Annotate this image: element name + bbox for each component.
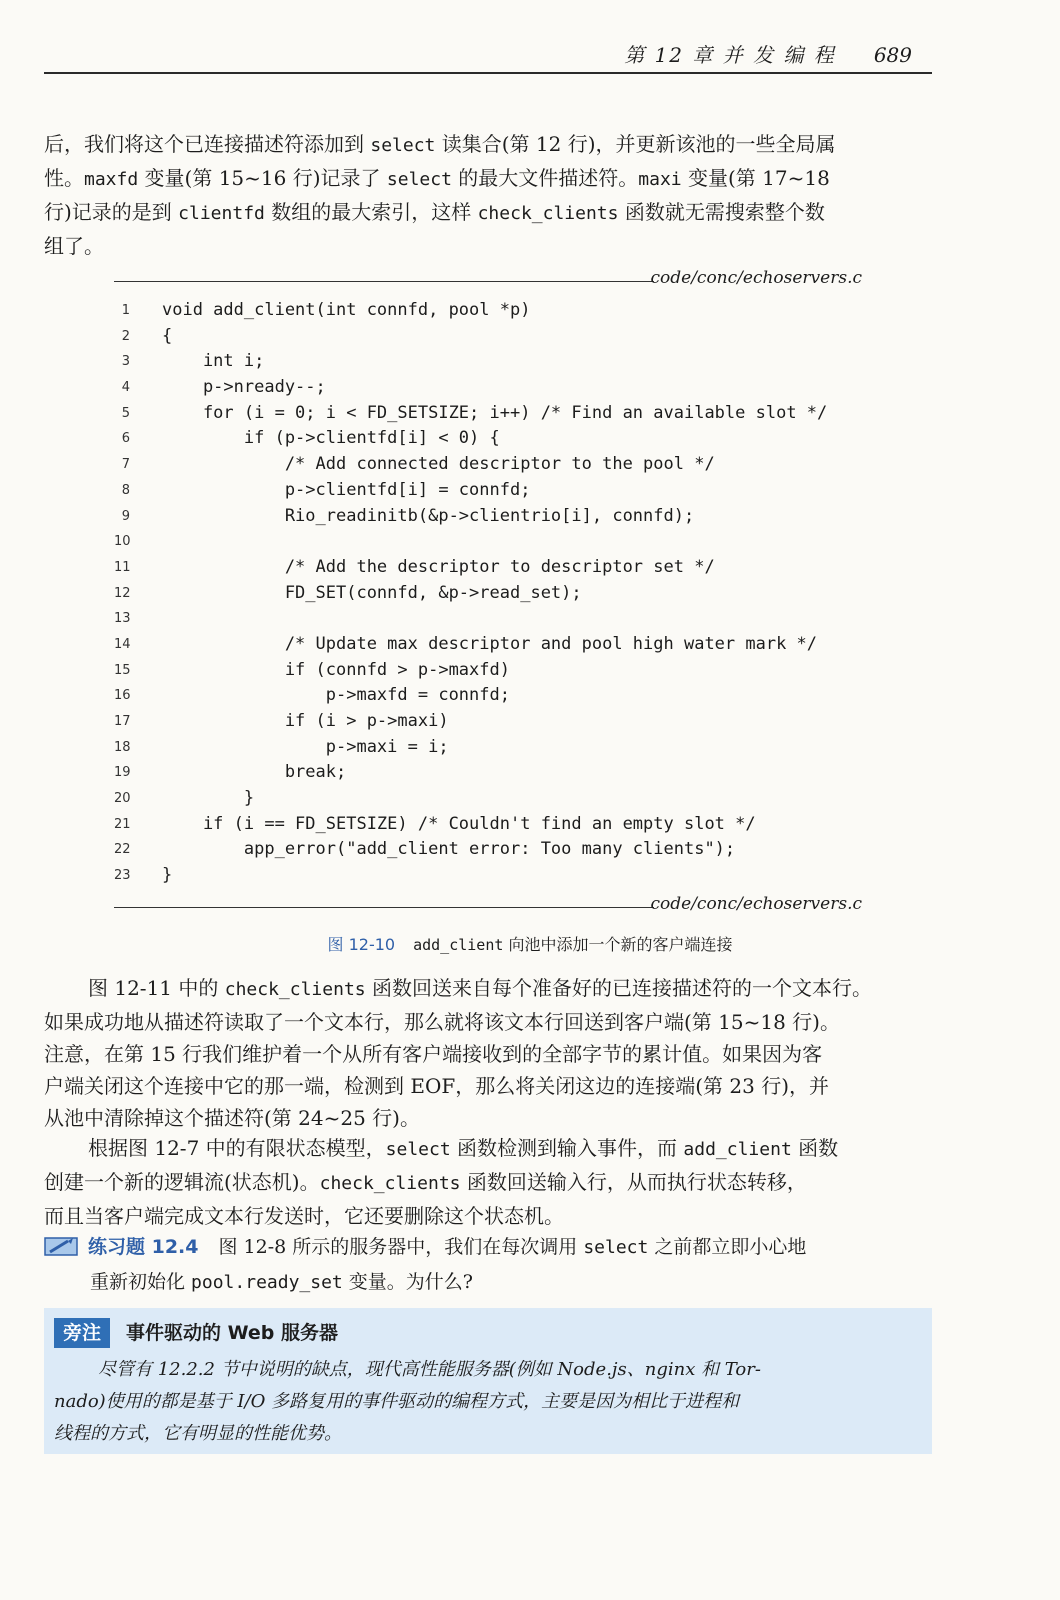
text: 函数回送输入行，从而执行状态转移，	[460, 1170, 807, 1194]
code-text: p->clientfd[i] = connfd;	[162, 479, 531, 500]
code-line	[114, 786, 862, 812]
line-number: 23	[114, 868, 131, 884]
code-text: Rio_readinitb(&p->clientrio[i], connfd);	[162, 505, 695, 526]
code-term: select	[386, 169, 452, 190]
line-number: 17	[114, 714, 131, 729]
aside-box	[44, 1308, 932, 1454]
code-source-label: code/conc/echoservers.c	[650, 894, 862, 914]
code-line	[114, 837, 862, 863]
text: 函数检测到输入事件，而	[450, 1136, 684, 1160]
text: 变量(第 15~16 行)记录了	[138, 166, 387, 190]
code-line	[114, 760, 862, 786]
code-line	[114, 863, 862, 889]
exercise-12-4	[44, 1230, 932, 1300]
code-text: for (i = 0; i < FD_SETSIZE; i++) /* Find an available slot */	[162, 402, 828, 423]
code-line	[114, 709, 862, 735]
code-text: }	[162, 865, 173, 886]
rule-line	[114, 281, 654, 282]
running-header	[44, 42, 932, 74]
line-number: 16	[114, 688, 131, 704]
code-text: /* Add the descriptor to descriptor set */	[162, 556, 715, 577]
aside-line-3: 线程的方式，它有明显的性能优势。	[54, 1423, 342, 1444]
code-term: maxi	[638, 169, 682, 190]
text: 后，我们将这个已连接描述符添加到	[44, 132, 371, 156]
paragraph-state-model	[44, 1132, 932, 1232]
code-text: p->maxfd = connfd;	[162, 685, 510, 706]
text: 图 12-8 所示的服务器中，我们在每次调用	[218, 1236, 584, 1258]
code-listing	[114, 268, 862, 914]
line-number: 14	[114, 636, 131, 652]
para3-line-2	[44, 1166, 932, 1200]
pencil-icon	[44, 1234, 80, 1256]
code-text: p->maxi = i;	[162, 736, 449, 757]
text: 行)记录的是到	[44, 200, 179, 224]
code-line	[114, 478, 862, 504]
aside-body	[54, 1354, 920, 1450]
line-number: 13	[114, 611, 131, 627]
code-line	[114, 683, 862, 709]
code-text: if (i > p->maxi)	[162, 711, 449, 731]
code-text: }	[162, 788, 255, 809]
code-text: if (connfd > p->maxfd)	[162, 659, 510, 680]
line-number: 19	[114, 765, 131, 781]
para2-line-3: 注意，在第 15 行我们维护着一个从所有客户端接收到的全部字节的累计值。如果因为客	[44, 1042, 823, 1066]
code-term: clientfd	[178, 203, 265, 224]
code-line	[114, 632, 862, 658]
aside-title: 事件驱动的 Web 服务器	[126, 1322, 338, 1344]
code-line	[114, 581, 862, 607]
line-number: 7	[121, 457, 130, 473]
line-number: 22	[114, 842, 131, 858]
text: 的最大文件描述符。	[451, 166, 639, 190]
code-line	[114, 324, 862, 350]
code-lines	[114, 298, 862, 889]
caption-text: 向池中添加一个新的客户端连接	[503, 935, 733, 954]
line-number: 3	[121, 354, 130, 370]
code-line	[114, 401, 862, 427]
rule-line	[114, 907, 654, 908]
code-text: break;	[162, 762, 347, 783]
code-term: add_client	[683, 1139, 792, 1160]
aside-line-1: 尽管有 12.2.2 节中说明的缺点，现代高性能服务器(例如 Node.js、nginx 和 Tor-	[98, 1359, 761, 1380]
intro-line-4: 组了。	[44, 234, 104, 258]
code-term: check_clients	[477, 203, 619, 224]
code-line	[114, 555, 862, 581]
intro-line-2	[44, 162, 932, 196]
text: 重新初始化	[90, 1271, 192, 1293]
code-term: add_client	[413, 936, 504, 954]
line-number: 9	[121, 508, 130, 524]
code-line	[114, 504, 862, 530]
code-text: p->nready--;	[162, 377, 326, 398]
code-source-label: code/conc/echoservers.c	[650, 268, 862, 288]
text: 之前都立即小心地	[648, 1236, 807, 1258]
code-term: pool.ready_set	[191, 1272, 343, 1293]
code-line	[114, 298, 862, 324]
aside-line-2: nado)使用的都是基于 I/O 多路复用的事件驱动的编程方式，主要是因为相比于进程和	[54, 1391, 740, 1412]
line-number: 11	[114, 559, 131, 575]
text: 根据图 12-7 中的有限状态模型，	[88, 1136, 386, 1160]
text: 函数回送来自每个准备好的已连接描述符的一个文本行。	[365, 976, 872, 1000]
figure-caption	[0, 934, 1060, 956]
code-text: if (p->clientfd[i] < 0) {	[162, 428, 500, 449]
para3-line-3: 而且当客户端完成文本行发送时，它还要删除这个状态机。	[44, 1204, 564, 1228]
code-line	[114, 812, 862, 838]
line-number: 18	[114, 739, 131, 755]
para2-line-1	[44, 972, 932, 1006]
code-line	[114, 426, 862, 452]
code-line	[114, 529, 862, 555]
code-term: check_clients	[224, 979, 366, 1000]
line-number: 5	[121, 405, 130, 421]
text: 读集合(第 12 行)，并更新该池的一些全局属	[435, 132, 836, 156]
line-number: 2	[121, 328, 130, 344]
text: 变量(第 17~18	[681, 166, 830, 190]
code-line	[114, 735, 862, 761]
code-text: /* Add connected descriptor to the pool */	[162, 454, 715, 475]
text: 性。	[44, 166, 84, 190]
code-term: check_clients	[319, 1173, 461, 1194]
code-text: {	[162, 325, 173, 346]
code-term: select	[583, 1237, 649, 1258]
line-number: 10	[114, 534, 131, 550]
line-number: 6	[121, 431, 130, 447]
figure-number: 图 12-10	[327, 935, 396, 954]
line-number: 8	[121, 482, 130, 498]
line-number: 20	[114, 791, 131, 807]
text: 图 12-11 中的	[88, 976, 225, 1000]
code-term: select	[385, 1139, 451, 1160]
para2-line-2: 如果成功地从描述符读取了一个文本行，那么就将该文本行回送到客户端(第 15~18 行)。	[44, 1010, 840, 1034]
code-line	[114, 658, 862, 684]
text: 数组的最大索引，这样	[264, 200, 478, 224]
code-source-bottom	[114, 896, 862, 918]
code-text: void add_client(int connfd, pool *p)	[162, 300, 531, 320]
code-line	[114, 375, 862, 401]
paragraph-check-clients	[44, 972, 932, 1134]
para2-line-4: 户端关闭这个连接中它的那一端，检测到 EOF，那么将关闭这边的连接端(第 23 行)，并	[44, 1074, 829, 1098]
code-term: select	[370, 135, 436, 156]
code-text: int i;	[162, 351, 265, 372]
intro-line-1	[44, 128, 932, 162]
aside-tag: 旁注	[54, 1318, 110, 1348]
line-number: 21	[114, 816, 131, 832]
line-number: 1	[121, 303, 130, 318]
text: 函数	[791, 1136, 839, 1160]
code-text: app_error("add_client error: Too many clients");	[162, 839, 736, 860]
code-line	[114, 452, 862, 478]
code-term: maxfd	[84, 169, 139, 190]
para2-line-5: 从池中清除掉这个描述符(第 24~25 行)。	[44, 1106, 420, 1130]
chapter-title: 第 12 章 并 发 编 程	[624, 43, 836, 67]
intro-line-3	[44, 196, 932, 230]
code-line	[114, 606, 862, 632]
para3-line-1	[44, 1132, 932, 1166]
code-text: /* Update max descriptor and pool high water mark */	[162, 633, 818, 654]
page-number: 689	[873, 43, 912, 67]
exercise-line-2	[44, 1265, 932, 1300]
line-number: 15	[114, 662, 131, 678]
exercise-label: 练习题 12.4	[88, 1236, 199, 1258]
code-text: if (i == FD_SETSIZE) /* Couldn't find an empty slot */	[162, 813, 756, 834]
text: 创建一个新的逻辑流(状态机)。	[44, 1170, 320, 1194]
code-line	[114, 349, 862, 375]
text: 函数就无需搜索整个数	[618, 200, 825, 224]
line-number: 12	[114, 585, 131, 601]
text: 变量。为什么?	[342, 1271, 473, 1293]
code-source-top	[114, 270, 862, 292]
line-number: 4	[121, 380, 130, 396]
code-text: FD_SET(connfd, &p->read_set);	[162, 582, 582, 603]
intro-paragraph	[44, 128, 932, 262]
